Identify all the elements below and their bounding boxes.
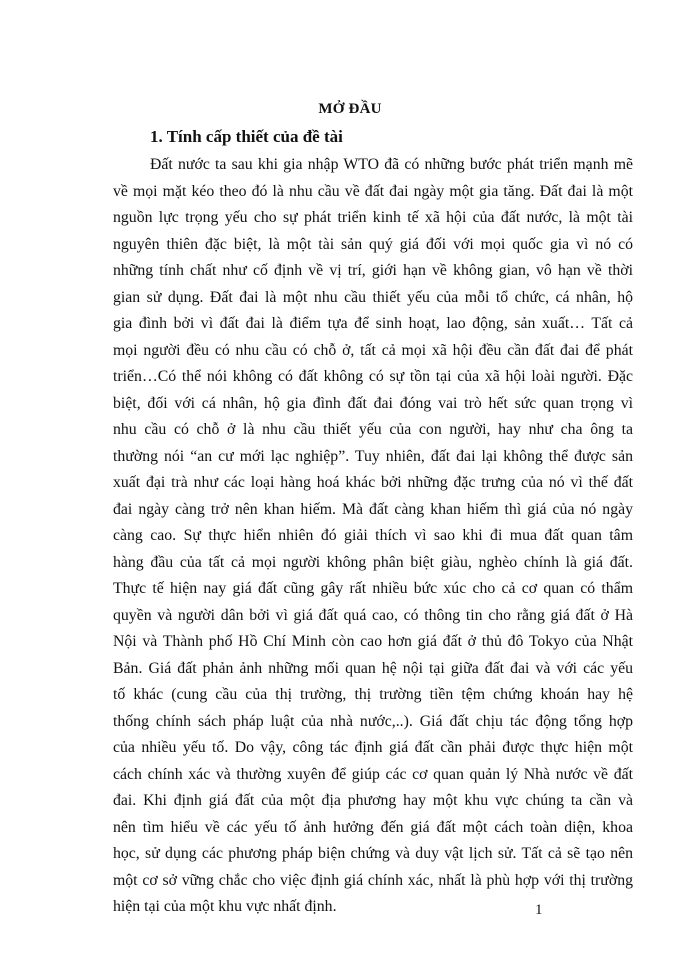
paragraph-line: biệt, đối với cá nhân, hộ gia đình đất đai đóng vai trò hết sức quan trọng vì	[113, 394, 633, 412]
paragraph-line: nhu cầu có chỗ ở là nhu cầu thiết yếu của con người, hay như cha ông ta	[113, 421, 633, 438]
paragraph-line: tố khác (cung cầu của thị trường, thị trường tiền tệm chứng khoán hay hệ	[113, 686, 633, 703]
paragraph-line: hàng đầu của tất cả mọi người không phân biệt giàu, nghèo chính là giá đất.	[113, 553, 633, 571]
paragraph-line: hiện tại của một khu vực nhất định.	[113, 898, 337, 915]
paragraph-line: Nội và Thành phố Hồ Chí Minh còn cao hơn giá đất ở thủ đô Tokyo của Nhật	[113, 633, 633, 650]
paragraph-line: đai. Khi định giá đất của một địa phương hay một khu vực chúng ta cần và	[113, 792, 633, 809]
paragraph-line: gian sử dụng. Đất đai là một nhu cầu thiết yếu của mỗi tổ chức, cá nhân, hộ	[113, 288, 633, 306]
paragraph-line: mọi người đều có nhu cầu có chỗ ở, tất cả mọi xã hội đều cần đất đai để phát	[113, 341, 633, 359]
paragraph-line: nên tìm hiểu về các yếu tố ảnh hưởng đến giá đất một cách toàn diện, khoa	[113, 818, 633, 836]
section-heading: 1. Tính cấp thiết của đề tài	[150, 127, 343, 146]
paragraph-line: của nhiều yếu tố. Do vậy, công tác định giá đất cần phải được thực hiện một	[113, 739, 633, 756]
paragraph-line: cách chính xác và thường xuyên để giúp các cơ quan quản lý Nhà nước về đất	[113, 765, 633, 783]
paragraph-line: về mọi mặt kéo theo đó là nhu cầu về đất đai ngày một gia tăng. Đất đai là một	[113, 182, 633, 200]
paragraph-line: càng cao. Sự thực hiển nhiên đó giải thích vì sao khi đi mua đất quan tâm	[113, 527, 633, 544]
paragraph-line: gia đình bởi vì đất đai là điểm tựa để sinh hoạt, lao động, sản xuất… Tất cả	[113, 315, 633, 332]
paragraph-line: nguồn lực trọng yếu cho sự phát triển kinh tế xã hội của đất nước, là một tài	[113, 209, 633, 226]
paragraph-line: Thực tế hiện nay giá đất cũng gây rất nhiều bức xúc cho cả cơ quan có thẩm	[113, 580, 633, 597]
paragraph-line: quyền và người dân bởi vì giá đất quá cao, có thông tin cho rằng giá đất ở Hà	[113, 606, 633, 624]
paragraph-line: triển…Có thể nói không có đất không có sự tồn tại của xã hội loài người. Đặc	[113, 368, 633, 385]
document-title: MỞ ĐẦU	[318, 101, 382, 117]
body-paragraph	[113, 152, 633, 921]
paragraph-line: đai ngày càng trở nên khan hiếm. Mà đất càng khan hiếm thì giá của nó ngày	[113, 500, 633, 518]
paragraph-line: thống chính sách pháp luật của nhà nước,..). Giá đất chịu tác động tổng hợp	[113, 712, 633, 730]
paragraph-line: những tính chất như cố định về vị trí, giới hạn về không gian, vô hạn về thời	[113, 262, 633, 279]
paragraph-line: học, sử dụng các phương pháp biện chứng và duy vật lịch sử. Tất cả sẽ tạo nên	[113, 845, 633, 862]
paragraph-line: nguyên thiên đặc biệt, là một tài sản quý giá đối với mọi quốc gia vì nó có	[113, 235, 633, 253]
paragraph-line: một cơ sở vững chắc cho việc định giá chính xác, nhất là phù hợp với thị trường	[113, 871, 633, 889]
paragraph-line: thường nói “an cư mới lạc nghiệp”. Tuy nhiên, đất đai lại không thể được sản	[113, 447, 633, 465]
page-number: 1	[535, 902, 543, 918]
paragraph-line: xuất đại trà như các loại hàng hoá khác bởi những đặc trưng của nó vì thế đất	[113, 474, 633, 491]
paragraph-line: Đất nước ta sau khi gia nhập WTO đã có những bước phát triển mạnh mẽ	[150, 156, 633, 173]
paragraph-line: Bản. Giá đất phản ảnh những mối quan hệ nội tại giữa đất đai và với các yếu	[113, 659, 633, 677]
